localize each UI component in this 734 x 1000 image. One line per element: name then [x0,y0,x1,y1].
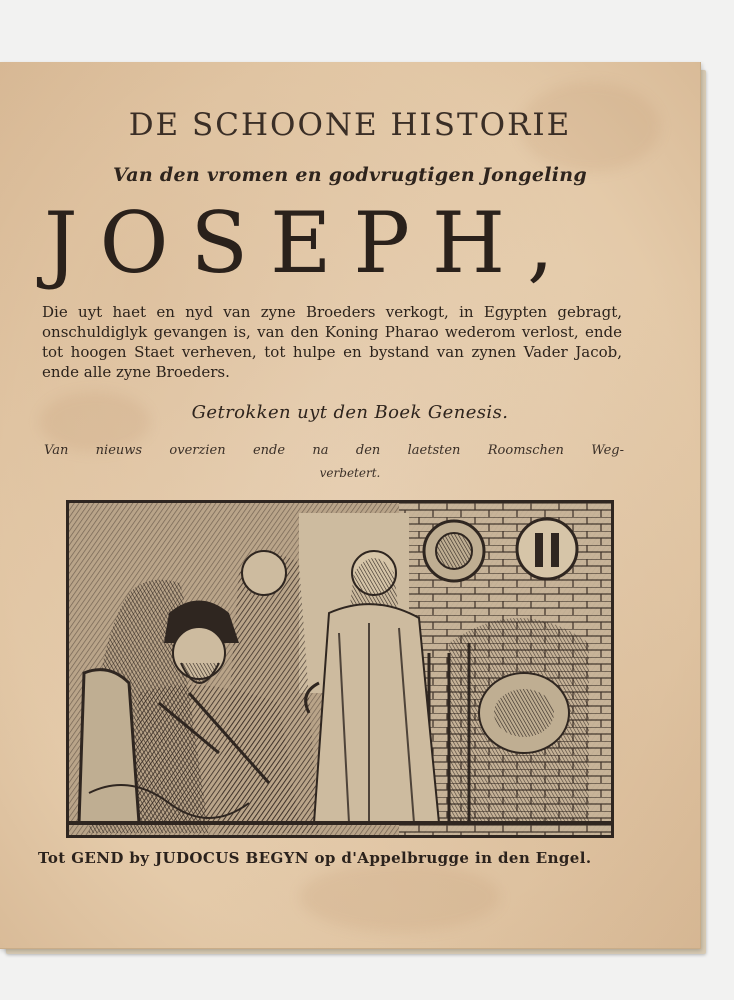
source-line: Getrokken uyt den Boek Genesis. [191,402,509,423]
imprint-line: Tot GEND by JUDOCUS BEGYN op d'Appelbrugge in den Engel. [38,849,592,867]
page-subtitle: Van den vromen en godvrugtigen Jongeling [113,164,587,186]
woodcut-scene-icon [69,503,611,835]
revision-note: Van nieuws overzien ende na den laetsten Roomschen Weg- [44,443,624,458]
description-paragraph: Die uyt haet en nyd van zyne Broeders verkogt, in Egypten gebragt, onschuldiglyk gevangen is, van den Koning Pharao wederom verlost, ende tot hoogen Staet verheven, tot hulpe en bystand van zynen Vader Jacob, ende alle zyne Broeders. [42,303,622,381]
title-page [0,62,701,949]
revision-note-continued: verbetert. [319,466,381,480]
page-title: DE SCHOONE HISTORIE [128,107,572,143]
hero-name: JOSEPH, [44,194,576,292]
woodcut-illustration [66,500,614,838]
